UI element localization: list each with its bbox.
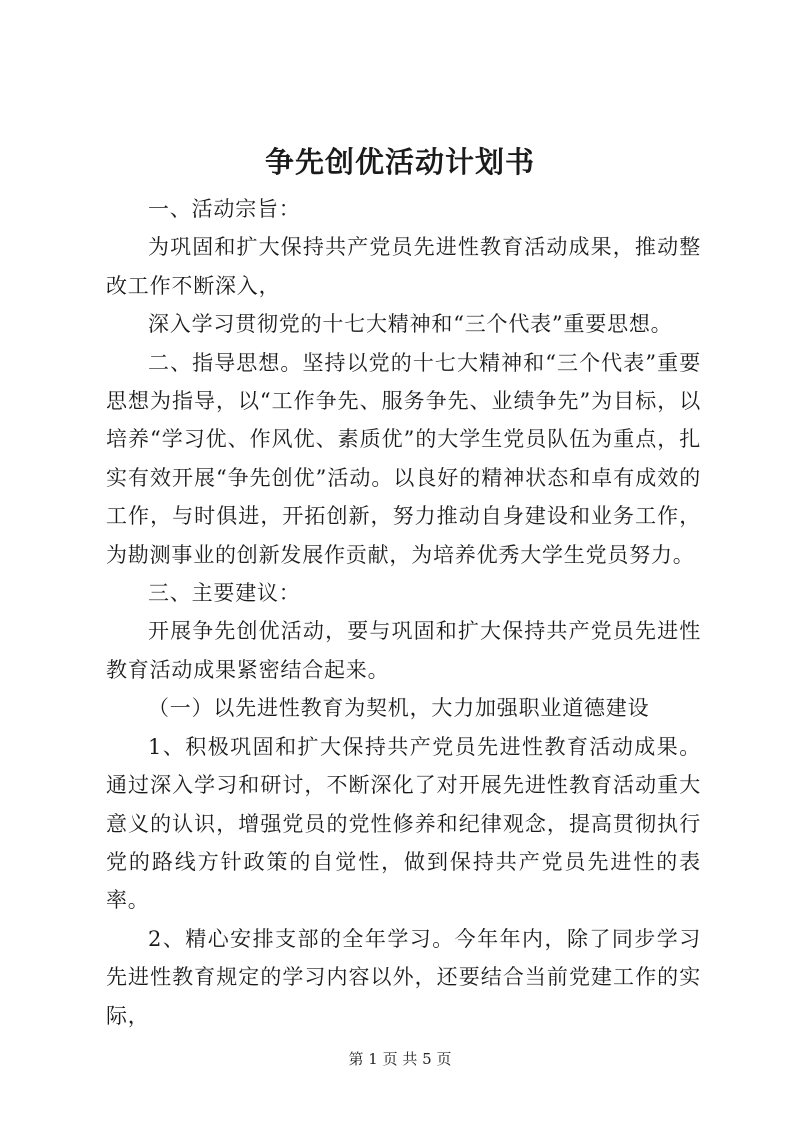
paragraph: 开展争先创优活动，要与巩固和扩大保持共产党员先进性教育活动成果紧密结合起来。 bbox=[106, 619, 701, 682]
paragraph-item-1: 1、积极巩固和扩大保持共产党员先进性教育活动成果。通过深入学习和研讨，不断深化了对开展先进性教育活动重大意义的认识，增强党员的党性修养和纪律观念，提高贯彻执行党的路线方针政策的自觉性，做到保持共产党员先进性的表率。 bbox=[106, 734, 701, 913]
paragraph-guiding-ideology: 二、指导思想。坚持以党的十七大精神和“三个代表”重要思想为指导，以“工作争先、服务争先、业绩争先”为目标，以培养“学习优、作风优、素质优”的大学生党员队伍为重点，扎实有效开展“争先创优”活动。以良好的精神状态和卓有成效的工作，与时俱进，开拓创新，努力推动自身建设和业务工作，为勘测事业的创新发展作贡献，为培养优秀大学生党员努力。 bbox=[106, 350, 701, 567]
subsection-heading: （一）以先进性教育为契机，大力加强职业道德建设 bbox=[148, 696, 650, 721]
paragraph: 深入学习贯彻党的十七大精神和“三个代表”重要思想。 bbox=[148, 312, 673, 337]
paragraph-item-2: 2、精心安排支部的全年学习。今年年内，除了同步学习先进性教育规定的学习内容以外，还要结合当前党建工作的实际， bbox=[106, 926, 701, 1028]
section-heading-suggestions: 三、主要建议： bbox=[148, 581, 301, 606]
paragraph: 为巩固和扩大保持共产党员先进性教育活动成果，推动整改工作不断深入， bbox=[106, 235, 701, 298]
document-title: 争先创优活动计划书 bbox=[264, 145, 535, 179]
section-heading-purpose: 一、活动宗旨： bbox=[148, 197, 301, 221]
document-body bbox=[106, 190, 701, 1035]
page-footer: 第 1 页 共 5 页 bbox=[348, 1050, 452, 1068]
